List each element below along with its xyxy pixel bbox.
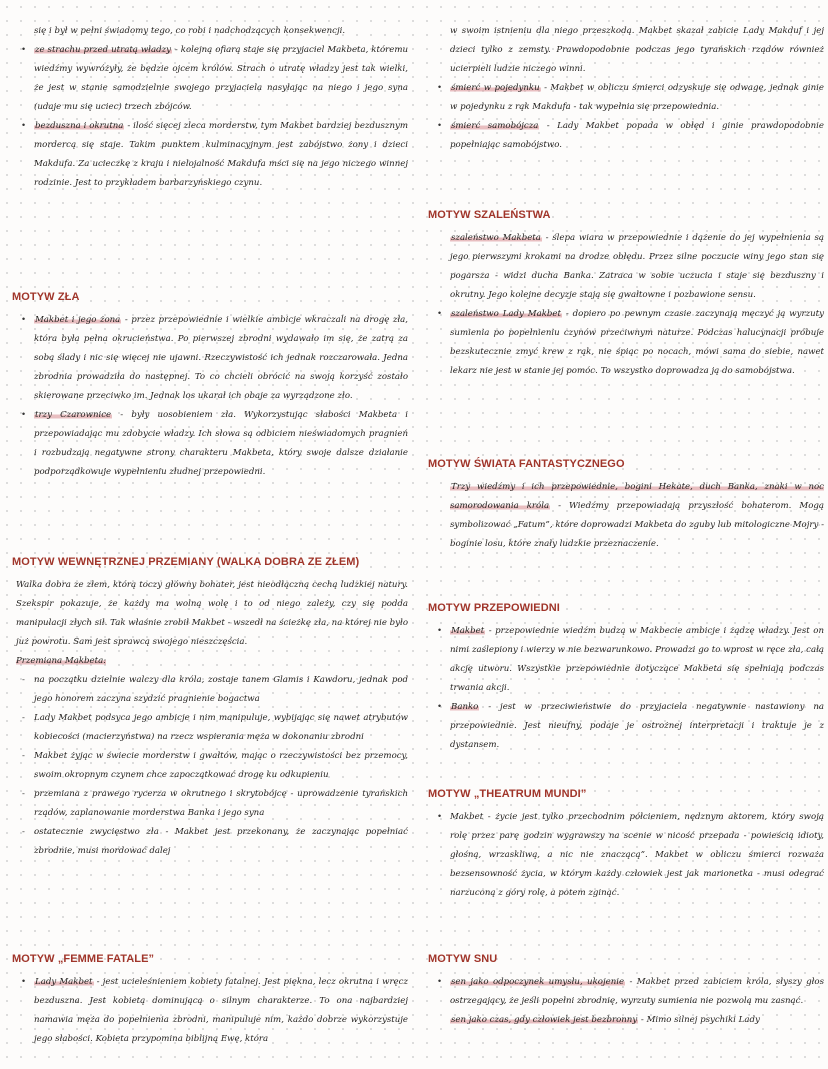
list-item	[12, 709, 412, 747]
item-text: - ślepa wiara w przepowiednie i dążenie do jej wypełnienia są jego pierwszymi krokami na drodze obłędu. Przez silne poczucie winy jego stan się pogarsza - widzi ducha Banka. Zatraca w sobie uczucia i staje się bezduszny i okrutny. Jego kolejne decyzje stają się gwałtowne i pozbawione sensu.	[450, 233, 824, 300]
section-heading: MOTYW SNU	[428, 953, 498, 965]
highlighted-term: Banko	[451, 702, 479, 712]
section-heading: MOTYW ZŁA	[12, 291, 80, 303]
section-zla	[12, 291, 412, 482]
list-item	[12, 22, 412, 41]
theatrum-list	[428, 808, 828, 903]
item-text: - Makbet w obliczu śmierci odzyskuje się odwagę, jednak ginie w pojedynku z rąk Makdufa - tak wypełnia się przepowiednia.	[450, 83, 824, 112]
item-text: - jest w przeciwieństwie do przyjaciela negatywnie nastawiony na przepowiednie. Jest nieufny, podaje je ostrożnej interpretacji i traktuje je z dystansem.	[450, 702, 824, 750]
list-item	[428, 305, 828, 381]
item-text: - dopiero po pewnym czasie zaczynają męczyć ją wyrzuty sumienia po popełnieniu czynów przeciwnym naturze. Podczas halucynacji próbuje bezskutecznie zmyć krew z rąk, nie śpiąc po nocach, mówi sama do siebie, nawet lekarz nie jest w stanie jej pomóc. To wszystko doprowadza ją do samobójstwa.	[450, 309, 824, 376]
section-heading: MOTYW „FEMME FATALE”	[12, 953, 155, 965]
item-text: się i był w pełni świadomy tego, co robi i nadchodzących konsekwencji.	[34, 26, 346, 36]
item-text: - Lady Makbet popada w obłęd i ginie prawdopodobnie popełniając samobójstwo.	[450, 121, 824, 150]
section-heading: MOTYW WEWNĘTRZNEJ PRZEMIANY (WALKA DOBRA ZE ZŁEM)	[12, 556, 360, 568]
section-intro: Walka dobra ze złem, którą toczy główny bohater, jest nieodłączną cechą ludzkiej natury. Szekspir pokazuje, że każdy ma wolną wolę i to od niego zależy, czy się podda manipulacji złych sił. Tak właśnie zrobił Makbet - wszedł na ścieżkę zła, na której nie było już powrotu. Sam jest sprawcą swojego nieszczęścia.	[16, 580, 408, 647]
przepowiedni-list	[428, 622, 828, 755]
szalenstwa-list	[428, 229, 828, 381]
item-text: na początku dzielnie walczy dla króla, zostaje tanem Glamis i Kawdoru, jednak pod jego honorem zaczyna szydzić pragnienie bogactwa	[34, 675, 408, 704]
przemiany-list	[12, 671, 412, 861]
list-item	[428, 622, 828, 698]
highlighted-term: sen jako odpoczynek umysłu, ukojenie	[451, 977, 625, 987]
intro-section-right	[428, 22, 828, 155]
item-text: - ilość sięcej zleca morderstw, tym Makbet bardziej bezdusznym mordercą się staje. Takim punktem kulminacyjnym jest zabójstwo żony i dzieci Makdufa. Za ucieczkę z kraju i nielojalność Makdufa mści się na jego niczego winnej rodzinie. Jest to przykładem barbarzyńskiego czynu.	[34, 121, 408, 188]
list-item	[428, 22, 828, 79]
list-item	[12, 311, 412, 406]
list-item	[12, 747, 412, 785]
section-snu	[428, 953, 828, 1030]
item-text: ostatecznie zwycięstwo zła - Makbet jest przekonany, że zaczynając popełniać zbrodnie, musi mordować dalej	[34, 827, 408, 856]
highlighted-term: Makbet i jego żona	[35, 315, 121, 325]
list-item	[428, 79, 828, 117]
highlighted-term: śmierć w pojedynku	[451, 83, 540, 93]
item-text: - Mimo silnej psychiki Lady	[638, 1015, 760, 1025]
snu-list	[428, 973, 828, 1030]
section-intro	[428, 478, 828, 554]
list-item	[428, 229, 828, 305]
item-text: - kolejną ofiarą staje się przyjaciel Makbeta, któremu wiedźmy wywróżyły, że będzie ojcem królów. Strach o utratę władzy jest tak wielki, że jest w stanie samodzielnie swojego przyjaciela nasyłając na niego i jego syna (udaje mu się uciec) trzech zbójców.	[34, 45, 408, 112]
section-heading: MOTYW PRZEPOWIEDNI	[428, 602, 560, 614]
femme-list	[12, 973, 412, 1049]
intro-section-left	[12, 22, 412, 193]
list-item	[12, 823, 412, 861]
highlighted-term: bezduszna i okrutna	[35, 121, 124, 131]
highlighted-term: szaleństwo Makbeta	[451, 233, 541, 243]
highlighted-term: śmierć samobójcza	[451, 121, 539, 131]
section-heading: MOTYW „THEATRUM MUNDI”	[428, 788, 587, 800]
item-text: - przez przepowiednie i wielkie ambicje wkraczali na drogę zła, która była pełna okrucieństwa. Po pierwszej zbrodni wydawało im się, że zatrą za sobą ślady i nic się więcej nie ujawni. Rzeczywistość ich jednak rozczarowała. Jedna zbrodnia prowadziła do następnej. To co chcieli obrócić na swoją korzyść zostało skierowane przeciwko im. Jednak los ukarał ich obaje za wyrządzone zło.	[34, 315, 409, 401]
list-item	[428, 808, 828, 903]
list-item	[12, 41, 412, 117]
highlighted-term: sen jako czas, gdy człowiek jest bezbronny	[451, 1015, 638, 1025]
intro-list	[12, 22, 412, 193]
section-text: - Wiedźmy przepowiadają przyszłość bohaterom. Mogą symbolizować „Fatum”, które doprowadzi Makbeta do zguby lub mitologiczne Mojry - boginie losu, które znały ludzkie przeznaczenie.	[450, 501, 824, 549]
highlighted-term: trzy Czarownice	[35, 410, 112, 420]
intro-list	[428, 22, 828, 155]
list-item	[12, 671, 412, 709]
list-item	[428, 973, 828, 1011]
highlighted-term: Trzy wiedźmy i ich przepowiednie, bogini Hekate, duch Banka, znaki w noc samorodowania króla	[450, 482, 824, 511]
highlighted-term: Lady Makbet	[35, 977, 93, 987]
item-text: Lady Makbet podsyca jego ambicje i nim manipuluje, wybijając się nawet atrybutów kobiecości (macierzyństwa) na rzecz wspierania męża w dokonaniu zbrodni	[34, 713, 408, 742]
zla-list	[12, 311, 412, 482]
list-item	[12, 406, 412, 482]
list-item	[428, 698, 828, 755]
item-text: przemiana z prawego rycerza w okrutnego i skrytobójcę - uprowadzenie tyrańskich rządów, zaplanowanie morderstwa Banka i jego syna	[34, 789, 408, 818]
item-text: - były uosobieniem zła. Wykorzystując słabości Makbeta i przepowiadając mu zdobycie władzy. Ich słowa są odbiciem nieświadomych pragnień i rozbudzają negatywne strony charakteru Makbeta, który swoje dalsze działanie podporządkowuje wypełnieniu złudnej przepowiedni.	[34, 410, 408, 477]
list-item	[428, 117, 828, 155]
list-item	[12, 973, 412, 1049]
section-przepowiedni	[428, 602, 828, 755]
list-item	[428, 1011, 828, 1030]
item-text: w swoim istnieniu dla niego przeszkodą. Makbet skazał zabicie Lady Makduf i jej dzieci tylko z zemsty. Prawdopodobnie podczas jego tyrańskich rządów również ucierpieli ludzie niczego winni.	[450, 26, 824, 74]
section-fantastyczny	[428, 458, 828, 554]
highlighted-term: szaleństwo Lady Makbet	[451, 309, 561, 319]
highlighted-term: Makbet	[451, 626, 485, 636]
section-heading: MOTYW ŚWIATA FANTASTYCZNEGO	[428, 458, 625, 470]
item-text: - jest ucieleśnieniem kobiety fatalnej. Jest piękna, lecz okrutna i wręcz bezduszna. Jest kobietą dominującą o silnym charakterze. To ona najbardziej namawia męża do popełnienia zbrodni, manipuluje nim, każdo dobrze wykorzystuje jego słabości. Kobieta przypomina biblijną Ewę, która	[34, 977, 408, 1044]
item-text: - Makbet przed zabiciem króla, słyszy głos ostrzegający, że jeśli popełni zbrodnię, wyrzuty sumienia nie pozwolą mu zasnąć.	[450, 977, 824, 1006]
section-szalenstwa	[428, 209, 828, 381]
section-theatrum	[428, 788, 828, 903]
item-text: Makbet - życie jest tylko przechodnim półcieniem, nędznym aktorem, który swoją rolę przez parę godzin wygrawszy na scenie w nicość przepada - powieścią idioty, głośną, wrzaskliwą, a nic nie znaczącą”. Makbet w obliczu śmierci rozważa bezsensowność życia, w którym każdy człowiek jest jak marionetka - musi odegrać narzuconą z góry rolę, a potem zginąć.	[450, 812, 824, 898]
section-heading: MOTYW SZALEŃSTWA	[428, 209, 551, 221]
section-przemiany	[12, 556, 412, 861]
list-item	[12, 785, 412, 823]
highlighted-term: ze strachu przed utratą władzy	[35, 45, 171, 55]
item-text: - przepowiednie wiedźm budzą w Makbecie ambicje i żądzę władzy. Jest on nimi zaślepiony i wierzy w nie bezwarunkowo. Prowadzi go to wprost w ręce zła, całą akcję utworu. Wszystkie przepowiednie dotyczące Makbeta się spełniają podczas trwania akcji.	[450, 626, 824, 693]
subheading: Przemiana Makbeta:	[16, 656, 107, 666]
item-text: Makbet żyjąc w świecie morderstw i gwałtów, mając o rzeczywistości bez przemocy, swoim okropnym czynem chce zapoczątkować drogę ku odkupieniu	[34, 751, 408, 780]
list-item	[12, 117, 412, 193]
section-femme-fatale	[12, 953, 412, 1049]
